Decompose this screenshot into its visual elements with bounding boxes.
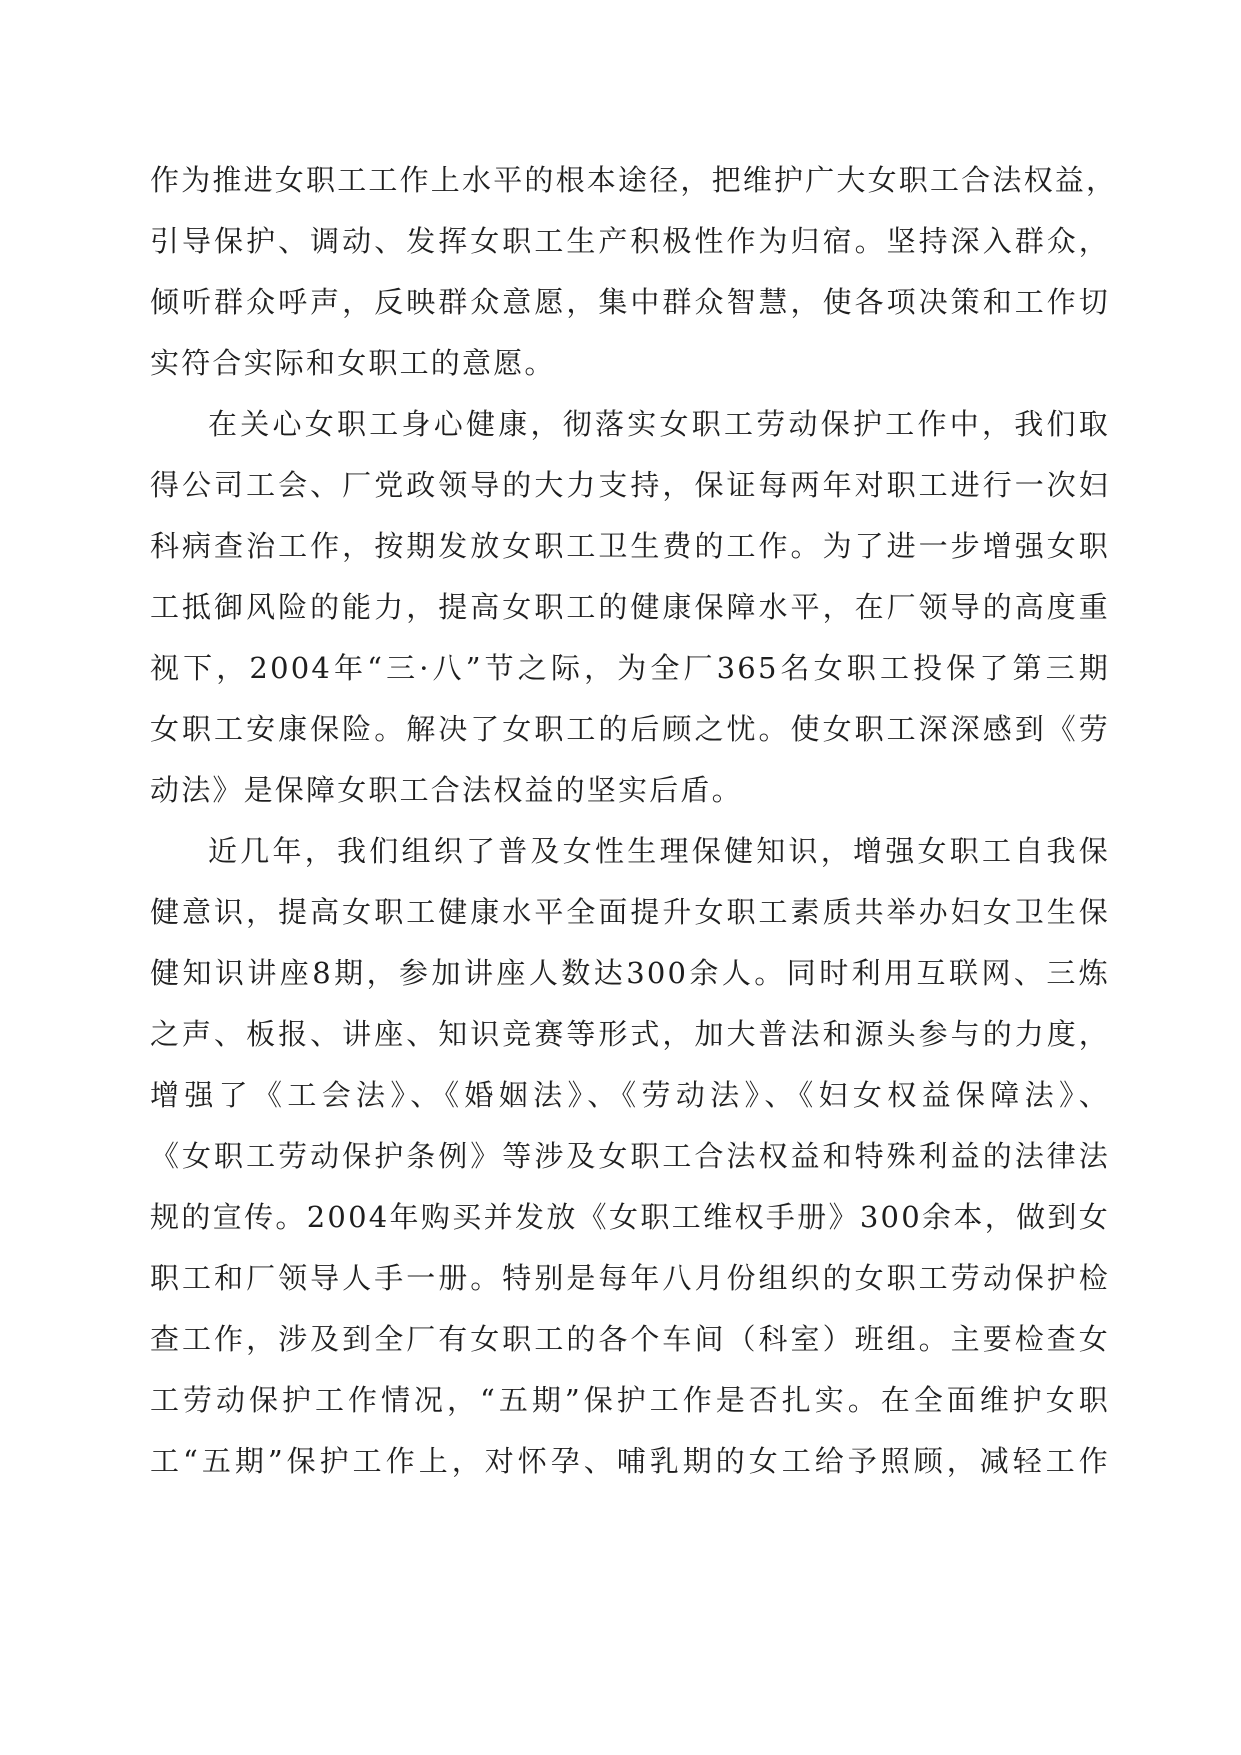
text-line: 工劳动保护工作情况，“五期”保护工作是否扎实。在全面维护女职 [150, 1383, 1110, 1417]
paragraph-3 [150, 821, 1110, 1492]
text-line: 《女职工劳动保护条例》等涉及女职工合法权益和特殊利益的法律法 [150, 1139, 1110, 1173]
text-line: 健意识，提高女职工健康水平全面提升女职工素质共举办妇女卫生保 [150, 895, 1110, 929]
paragraph-2 [150, 394, 1110, 821]
text-line: 增强了《工会法》、《婚姻法》、《劳动法》、《妇女权益保障法》、 [150, 1078, 1110, 1112]
text-line: 工抵御风险的能力，提高女职工的健康保障水平，在厂领导的高度重 [150, 590, 1110, 624]
text-line: 作为推进女职工工作上水平的根本途径，把维护广大女职工合法权益， [150, 163, 1118, 197]
text-line: 规的宣传。2004年购买并发放《女职工维权手册》300余本，做到女 [150, 1200, 1110, 1234]
text-line: 近几年，我们组织了普及女性生理保健知识，增强女职工自我保 [208, 834, 1110, 868]
text-line: 引导保护、调动、发挥女职工生产积极性作为归宿。坚持深入群众， [150, 224, 1110, 258]
text-line: 女职工安康保险。解决了女职工的后顾之忧。使女职工深深感到《劳 [150, 712, 1110, 746]
text-line: 视下，2004年“三·八”节之际，为全厂365名女职工投保了第三期 [150, 651, 1110, 685]
text-line: 之声、板报、讲座、知识竞赛等形式，加大普法和源头参与的力度， [150, 1017, 1110, 1051]
text-line: 得公司工会、厂党政领导的大力支持，保证每两年对职工进行一次妇 [150, 468, 1110, 502]
text-line: 健知识讲座8期，参加讲座人数达300余人。同时利用互联网、三炼 [150, 956, 1110, 990]
paragraph-1 [150, 150, 1118, 394]
document-body [150, 150, 1118, 1492]
text-line: 查工作，涉及到全厂有女职工的各个车间（科室）班组。主要检查女 [150, 1322, 1110, 1356]
text-line: 职工和厂领导人手一册。特别是每年八月份组织的女职工劳动保护检 [150, 1261, 1110, 1295]
text-line: 工“五期”保护工作上，对怀孕、哺乳期的女工给予照顾，减轻工作 [150, 1444, 1110, 1478]
text-line: 在关心女职工身心健康，彻落实女职工劳动保护工作中，我们取 [208, 407, 1110, 441]
text-line: 动法》是保障女职工合法权益的坚实后盾。 [150, 773, 743, 807]
text-line: 实符合实际和女职工的意愿。 [150, 346, 556, 380]
text-line: 科病查治工作，按期发放女职工卫生费的工作。为了进一步增强女职 [150, 529, 1110, 563]
text-line: 倾听群众呼声，反映群众意愿，集中群众智慧，使各项决策和工作切 [150, 285, 1110, 319]
